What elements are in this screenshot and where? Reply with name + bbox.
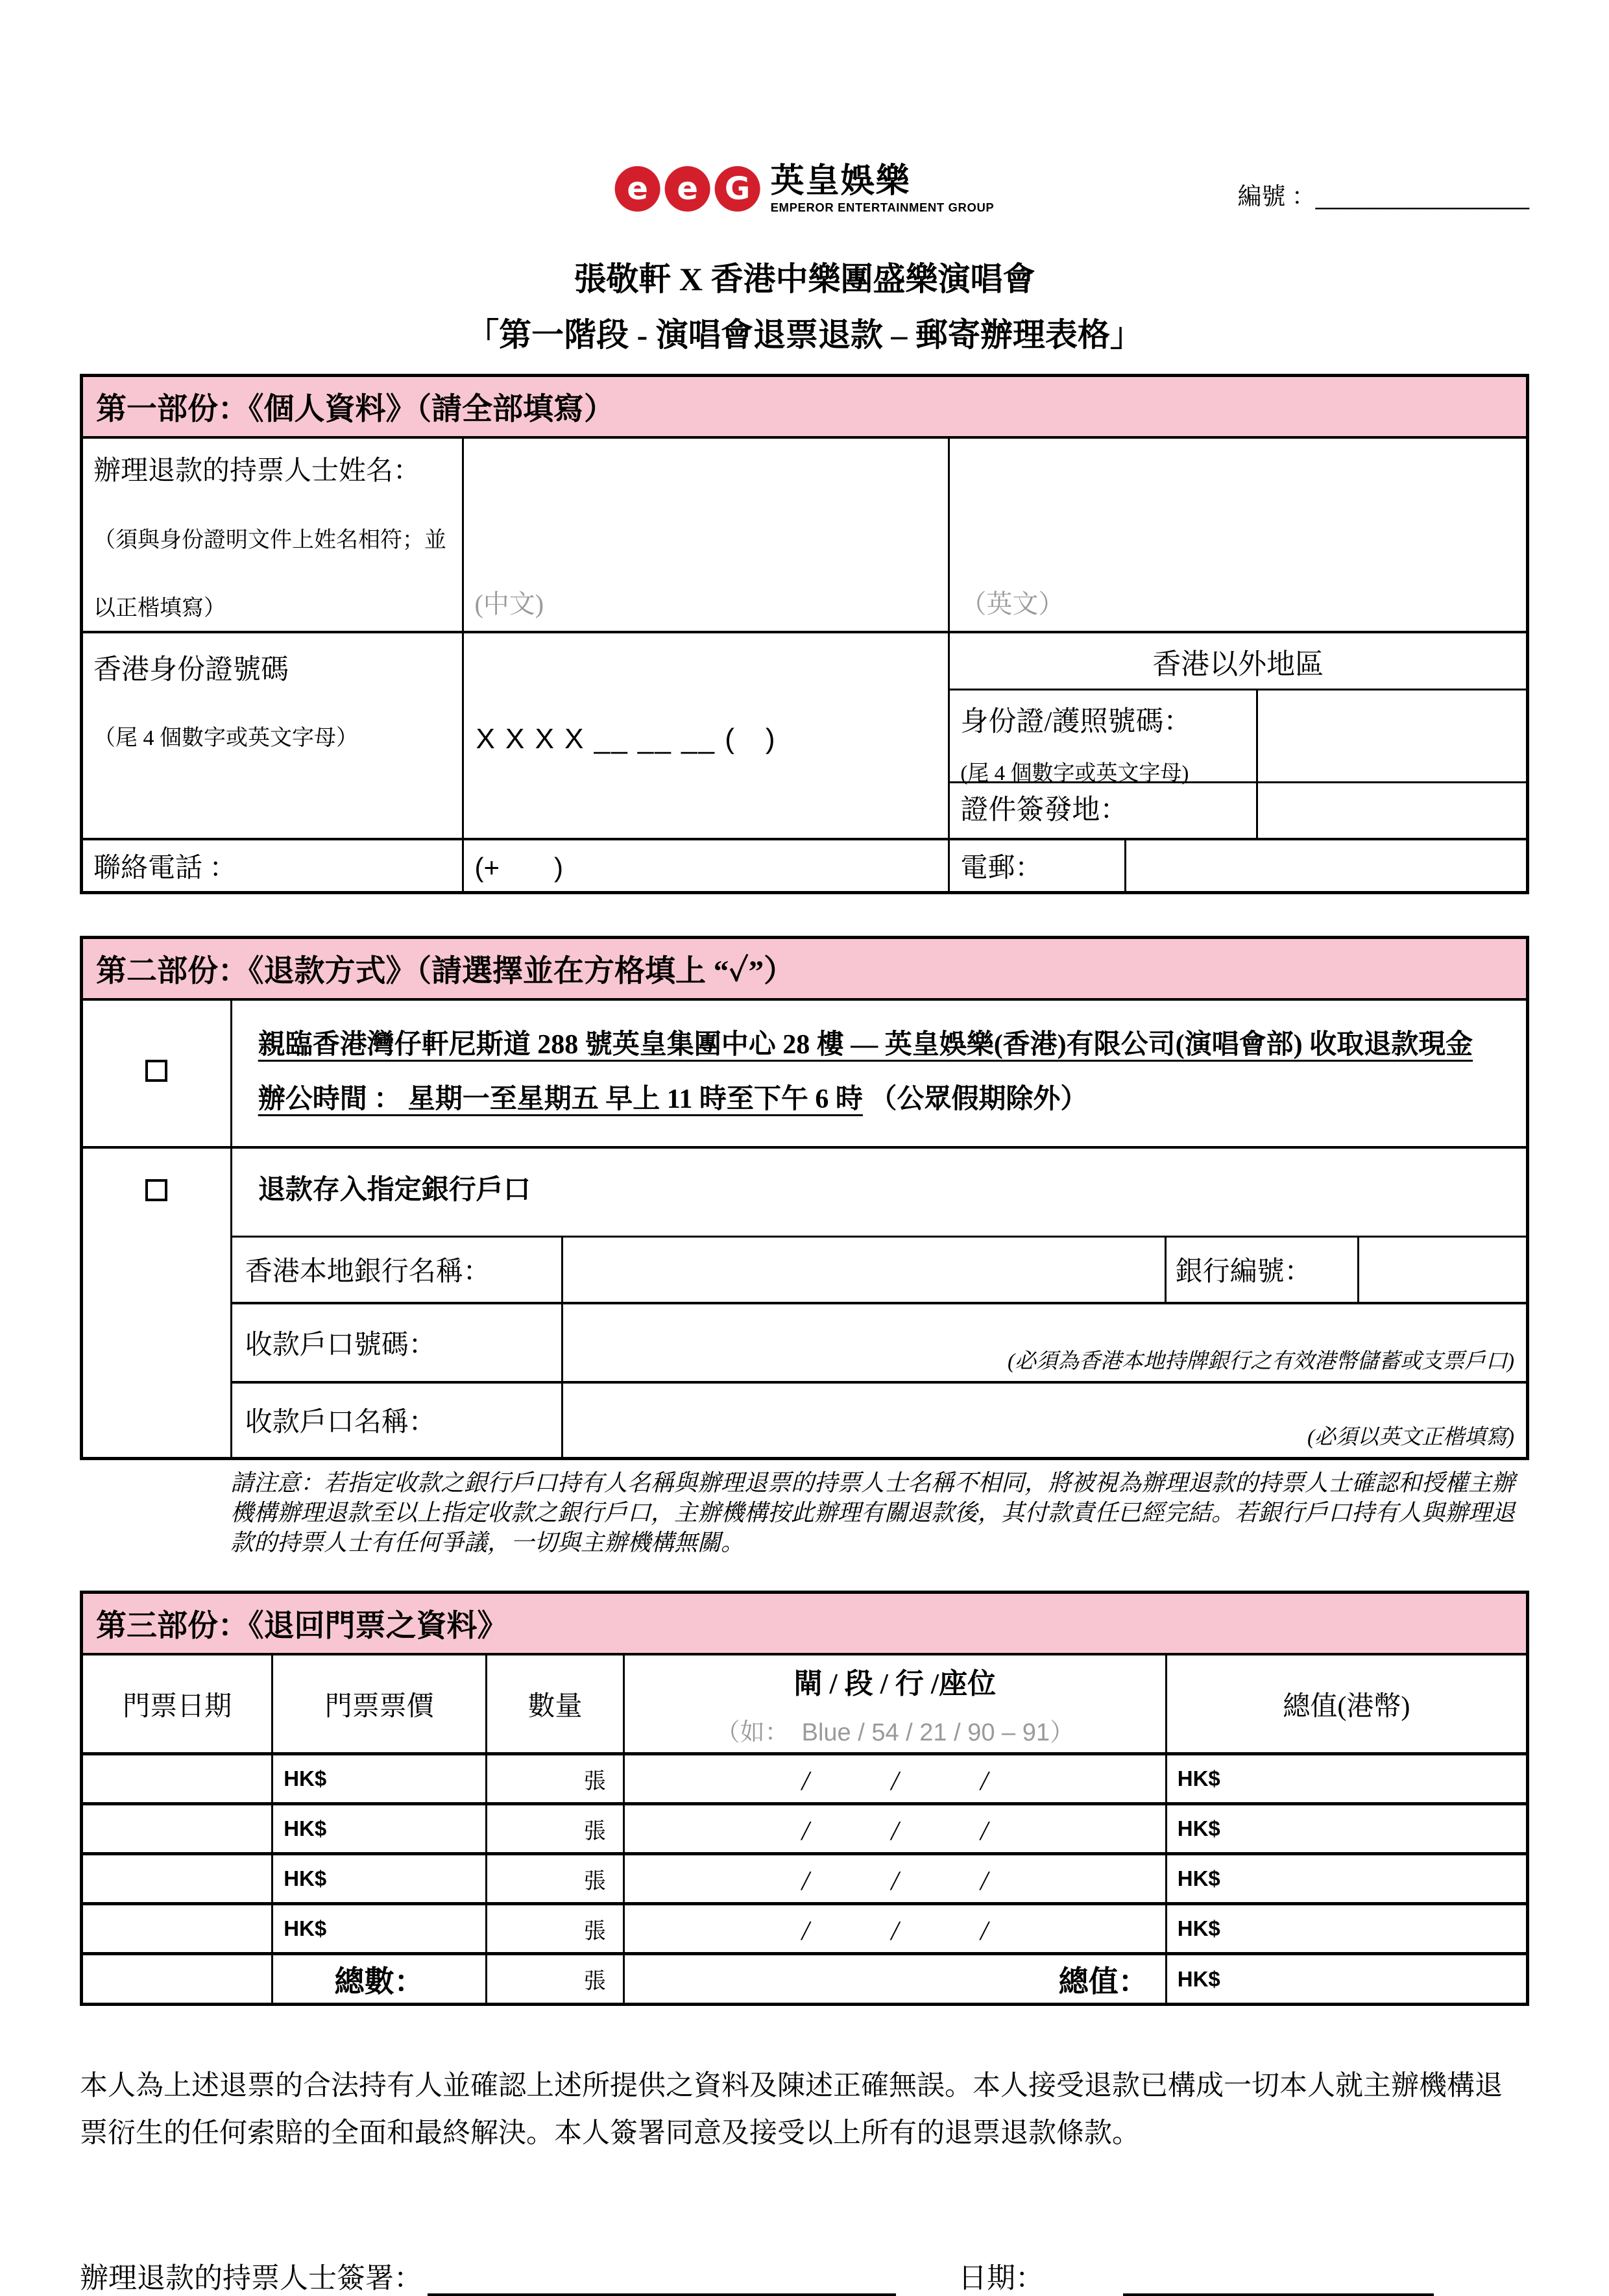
signature-block (80, 2254, 1529, 2296)
bank-option-checkbox[interactable] (145, 1179, 167, 1201)
issue-place-input[interactable] (1258, 783, 1526, 838)
total-qty-input[interactable] (487, 1954, 624, 2005)
ticket-total-input[interactable] (1166, 1904, 1527, 1954)
ticket-date-input[interactable] (82, 1904, 272, 1954)
ticket-total-input[interactable] (1166, 1754, 1527, 1804)
email-label: 電郵： (960, 853, 1043, 883)
section2-header: 第二部份：《退款方式》（請選擇並在方格填上 “✓”） (82, 937, 1528, 999)
account-number-input[interactable] (563, 1304, 1526, 1381)
qty-unit: 張 (583, 1769, 606, 1794)
signature-fill-line[interactable] (428, 2260, 896, 2296)
serial-label: 編號 ： (1237, 184, 1316, 210)
bank-option-cell (82, 1147, 232, 1459)
logo-circle-e2: e (665, 166, 710, 212)
ticket-price-input[interactable] (272, 1804, 487, 1854)
qty-unit: 張 (583, 1869, 606, 1894)
col-header-price: 門票票價 (272, 1654, 487, 1754)
cash-option-text-cell (231, 999, 1527, 1147)
bank-option-block (231, 1147, 1527, 1459)
email-block (949, 839, 1528, 892)
email-label-cell (950, 840, 1126, 891)
seat-slashes: / / / (801, 1766, 988, 1797)
hkd-prefix: HK$ (284, 1816, 327, 1841)
form-page (80, 0, 1529, 2296)
hkid-label: 香港身份證號碼 (93, 655, 289, 685)
seat-slashes: / / / (801, 1916, 988, 1947)
seat-header-line1: 閘 / 段 / 行 /座位 (793, 1668, 997, 1700)
ticket-seat-input[interactable] (623, 1854, 1166, 1904)
serial-fill-line[interactable]: ________________ (1315, 183, 1529, 210)
qty-unit: 張 (583, 1819, 606, 1844)
ticket-qty-input[interactable] (487, 1904, 624, 1954)
bank-name-input[interactable] (563, 1238, 1166, 1302)
hkid-label-cell (82, 632, 463, 839)
passport-input[interactable] (1258, 690, 1526, 781)
name-english-input[interactable] (949, 437, 1528, 632)
qty-unit: 張 (583, 1919, 606, 1944)
total-value-input[interactable] (1166, 1954, 1527, 2005)
header-bar (80, 0, 1529, 214)
ticket-price-input[interactable] (272, 1854, 487, 1904)
cash-option-checkbox[interactable] (145, 1060, 167, 1082)
hkd-prefix: HK$ (1177, 1916, 1220, 1941)
totals-empty-cell (82, 1954, 272, 2005)
logo-en-text: EMPEROR ENTERTAINMENT GROUP (770, 200, 995, 214)
name-label-cell (82, 437, 463, 632)
account-number-label: 收款戶口號碼： (232, 1304, 564, 1381)
office-hours-lead: 辦公時間 ： 星期一至星期五 早上 11 時至下午 6 時 (258, 1084, 863, 1114)
hkd-prefix: HK$ (1177, 1766, 1220, 1791)
issue-place-label-cell (950, 783, 1258, 838)
email-input[interactable] (1126, 840, 1526, 891)
phone-label-cell (82, 839, 463, 892)
english-placeholder: （英文） (960, 589, 1065, 618)
phone-input[interactable] (463, 839, 949, 892)
ticket-seat-input[interactable] (623, 1804, 1166, 1854)
cash-option-line1: 親臨香港灣仔軒尼斯道 288 號英皇集團中心 28 樓 — 英皇娛樂(香港)有限公司(演唱會部) 收取退款現金 (258, 1029, 1473, 1060)
concert-title: 張敬軒 X 香港中樂團盛樂演唱會 (574, 261, 1035, 297)
overseas-block (949, 632, 1528, 839)
eeg-logo-icon (615, 166, 760, 212)
name-chinese-input[interactable] (463, 437, 949, 632)
col-header-qty: 數量 (487, 1654, 624, 1754)
date-label: 日期： (958, 2262, 1044, 2294)
account-name-label: 收款戶口名稱： (232, 1384, 564, 1457)
returned-tickets-table (80, 1591, 1529, 2007)
ticket-seat-input[interactable] (623, 1904, 1166, 1954)
total-value-label: 總值： (623, 1954, 1166, 2005)
logo-text-block (771, 164, 995, 215)
logo-circle-e1: e (615, 166, 660, 212)
ticket-row (82, 1854, 1528, 1904)
ticket-row (82, 1754, 1528, 1804)
ticket-total-input[interactable] (1166, 1804, 1527, 1854)
hkd-prefix: HK$ (1177, 1966, 1220, 1991)
account-number-note: (必須為香港本地持牌銀行之有效港幣儲蓄或支票戶口) (1008, 1349, 1514, 1373)
bank-code-label: 銀行編號： (1167, 1238, 1359, 1302)
logo-cjk-text: 英皇娛樂 (770, 162, 911, 200)
bank-option-title: 退款存入指定銀行戶口 (258, 1175, 531, 1205)
bank-transfer-notice: 請注意：若指定收款之銀行戶口持有人名稱與辦理退票的持票人士名稱不相同，將被視為辦理退款的持票人士確認和授權主辦機構辦理退款至以上指定收款之銀行戶口，主辦機構按此辦理有關退款後，其付款責任已經完結。若銀行戶口持有人與辦理退款的持票人士有任何爭議，一切與主辦機構無關。 (230, 1469, 1516, 1556)
ticket-qty-input[interactable] (487, 1754, 624, 1804)
ticket-date-input[interactable] (82, 1804, 272, 1854)
col-header-total: 總值(港幣) (1166, 1654, 1527, 1754)
ticket-qty-input[interactable] (487, 1804, 624, 1854)
seat-header-example: （如： Blue / 54 / 21 / 90 – 91） (715, 1719, 1074, 1747)
ticket-date-input[interactable] (82, 1854, 272, 1904)
account-name-note: (必須以英文正楷填寫) (1307, 1425, 1514, 1449)
totals-row (82, 1954, 1528, 2005)
bank-name-label: 香港本地銀行名稱： (232, 1238, 564, 1302)
hkd-prefix: HK$ (284, 1766, 327, 1791)
phone-prefix: (+ ) (474, 851, 563, 883)
signature-label: 辦理退款的持票人士簽署： (80, 2262, 422, 2294)
hkid-input[interactable] (463, 632, 949, 839)
serial-number-field (1238, 177, 1530, 212)
name-note-1: （須與身份證明文件上姓名相符；並 (93, 528, 446, 552)
hkd-prefix: HK$ (284, 1916, 327, 1941)
ticket-qty-input[interactable] (487, 1854, 624, 1904)
account-name-input[interactable] (563, 1384, 1526, 1457)
ticket-row (82, 1904, 1528, 1954)
section1-header: 第一部份：《個人資料》（請全部填寫） (82, 376, 1528, 438)
hkd-prefix: HK$ (1177, 1816, 1220, 1841)
hkid-note: （尾 4 個數字或英文字母） (93, 726, 358, 750)
chinese-placeholder: (中文) (474, 589, 544, 618)
hkid-mask: X X X X __ __ __ ( ) (476, 722, 777, 755)
refund-method-table (80, 936, 1529, 1460)
date-fill-line[interactable] (1123, 2260, 1434, 2296)
personal-info-table (80, 374, 1529, 894)
name-label: 辦理退款的持票人士姓名： (93, 456, 421, 486)
ticket-price-input[interactable] (272, 1754, 487, 1804)
declaration-text: 本人為上述退票的合法持有人並確認上述所提供之資料及陳述正確無誤。本人接受退款已構成一切本人就主辦機構退票衍生的任何索賠的全面和最終解決。本人簽署同意及接受以上所有的退票退款條款。 (80, 2071, 1503, 2149)
form-title: 「第一階段 - 演唱會退票退款 – 郵寄辦理表格」 (466, 317, 1143, 353)
cash-option-cell (82, 999, 232, 1147)
ticket-row (82, 1804, 1528, 1854)
hkd-prefix: HK$ (1177, 1866, 1220, 1891)
name-note-2: 以正楷填寫） (93, 596, 226, 620)
bank-details-table (232, 1236, 1526, 1457)
section3-header: 第三部份：《退回門票之資料》 (82, 1592, 1528, 1654)
logo-circle-g: G (715, 166, 760, 212)
seat-slashes: / / / (801, 1816, 988, 1847)
col-header-seat (623, 1654, 1166, 1754)
ticket-total-input[interactable] (1166, 1854, 1527, 1904)
office-hours-tail: （公眾假期除外） (869, 1084, 1088, 1114)
issue-place-label: 證件簽發地： (960, 794, 1128, 825)
phone-label: 聯絡電話 ： (93, 853, 237, 883)
ticket-date-input[interactable] (82, 1754, 272, 1804)
passport-label-cell (950, 690, 1258, 785)
eeg-logo (615, 164, 995, 215)
ticket-seat-input[interactable] (623, 1754, 1166, 1804)
passport-note: (尾 4 個數字或英文字母) (960, 762, 1189, 785)
passport-label: 身份證/護照號碼： (960, 707, 1192, 737)
col-header-date: 門票日期 (82, 1654, 272, 1754)
overseas-header: 香港以外地區 (950, 633, 1526, 690)
hkd-prefix: HK$ (284, 1866, 327, 1891)
bank-code-input[interactable] (1359, 1238, 1526, 1302)
qty-unit: 張 (583, 1970, 606, 1994)
seat-slashes: / / / (801, 1866, 988, 1897)
total-qty-label: 總數： (272, 1954, 487, 2005)
ticket-price-input[interactable] (272, 1904, 487, 1954)
